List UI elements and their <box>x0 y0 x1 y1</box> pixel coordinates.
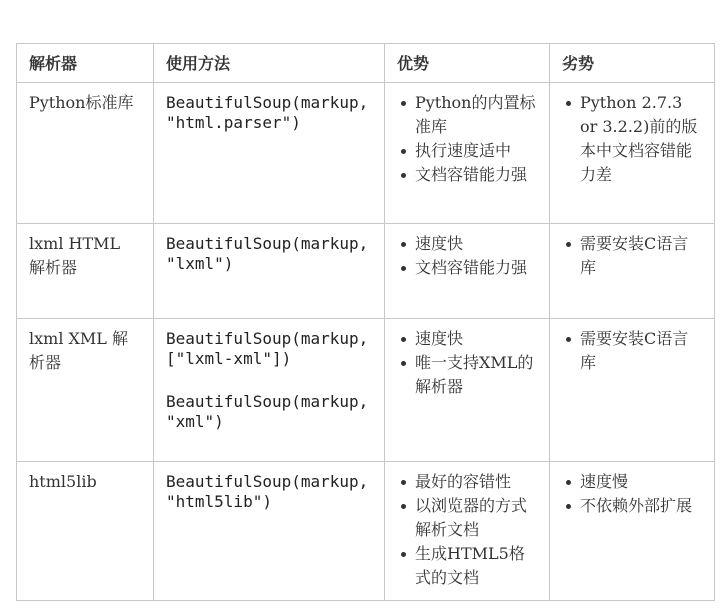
pros-cell <box>385 224 550 319</box>
usage-code: BeautifulSoup(markup, "html5lib") <box>166 472 378 511</box>
pros-cell <box>385 462 550 601</box>
cons-cell <box>550 83 715 224</box>
cons-cell <box>550 224 715 319</box>
list-item: 需要安装C语言库 <box>580 232 702 280</box>
pros-list <box>397 232 537 280</box>
cons-list <box>562 327 702 375</box>
list-item: 唯一支持XML的解析器 <box>415 351 537 399</box>
pros-list <box>397 327 537 399</box>
list-item: 最好的容错性 <box>415 470 537 494</box>
table-row <box>17 224 715 319</box>
list-item: 文档容错能力强 <box>415 163 537 187</box>
list-item: 以浏览器的方式解析文档 <box>415 494 537 542</box>
usage-code: BeautifulSoup(markup, "html.parser") <box>166 93 378 132</box>
list-item: 速度快 <box>415 232 537 256</box>
parser-name-cell: lxml HTML 解析器 <box>17 224 154 319</box>
pros-cell <box>385 83 550 224</box>
cons-cell <box>550 319 715 462</box>
parser-name-cell: lxml XML 解析器 <box>17 319 154 462</box>
list-item: 文档容错能力强 <box>415 256 537 280</box>
header-pros: 优势 <box>385 44 550 83</box>
header-usage: 使用方法 <box>154 44 385 83</box>
table-row <box>17 319 715 462</box>
pros-list <box>397 470 537 590</box>
usage-cell <box>154 83 385 224</box>
usage-code: BeautifulSoup(markup, "xml") <box>166 392 378 431</box>
list-item: 需要安装C语言库 <box>580 327 702 375</box>
table-header-row <box>17 44 715 83</box>
header-cons: 劣势 <box>550 44 715 83</box>
cons-cell <box>550 462 715 601</box>
list-item: Python 2.7.3 or 3.2.2)前的版本中文档容错能力差 <box>580 91 702 187</box>
cons-list <box>562 470 702 518</box>
table-row <box>17 83 715 224</box>
header-parser: 解析器 <box>17 44 154 83</box>
cons-list <box>562 232 702 280</box>
cons-list <box>562 91 702 187</box>
list-item: 速度快 <box>415 327 537 351</box>
parser-name-cell: html5lib <box>17 462 154 601</box>
list-item: 不依赖外部扩展 <box>580 494 702 518</box>
table-row <box>17 462 715 601</box>
pros-cell <box>385 319 550 462</box>
usage-cell <box>154 319 385 462</box>
parser-comparison-table <box>16 43 715 601</box>
pros-list <box>397 91 537 187</box>
list-item: 速度慢 <box>580 470 702 494</box>
list-item: Python的内置标准库 <box>415 91 537 139</box>
list-item: 执行速度适中 <box>415 139 537 163</box>
usage-code: BeautifulSoup(markup, ["lxml-xml"]) <box>166 329 378 368</box>
usage-code: BeautifulSoup(markup, "lxml") <box>166 234 378 273</box>
usage-cell <box>154 462 385 601</box>
parser-name-cell: Python标准库 <box>17 83 154 224</box>
usage-cell <box>154 224 385 319</box>
list-item: 生成HTML5格式的文档 <box>415 542 537 590</box>
